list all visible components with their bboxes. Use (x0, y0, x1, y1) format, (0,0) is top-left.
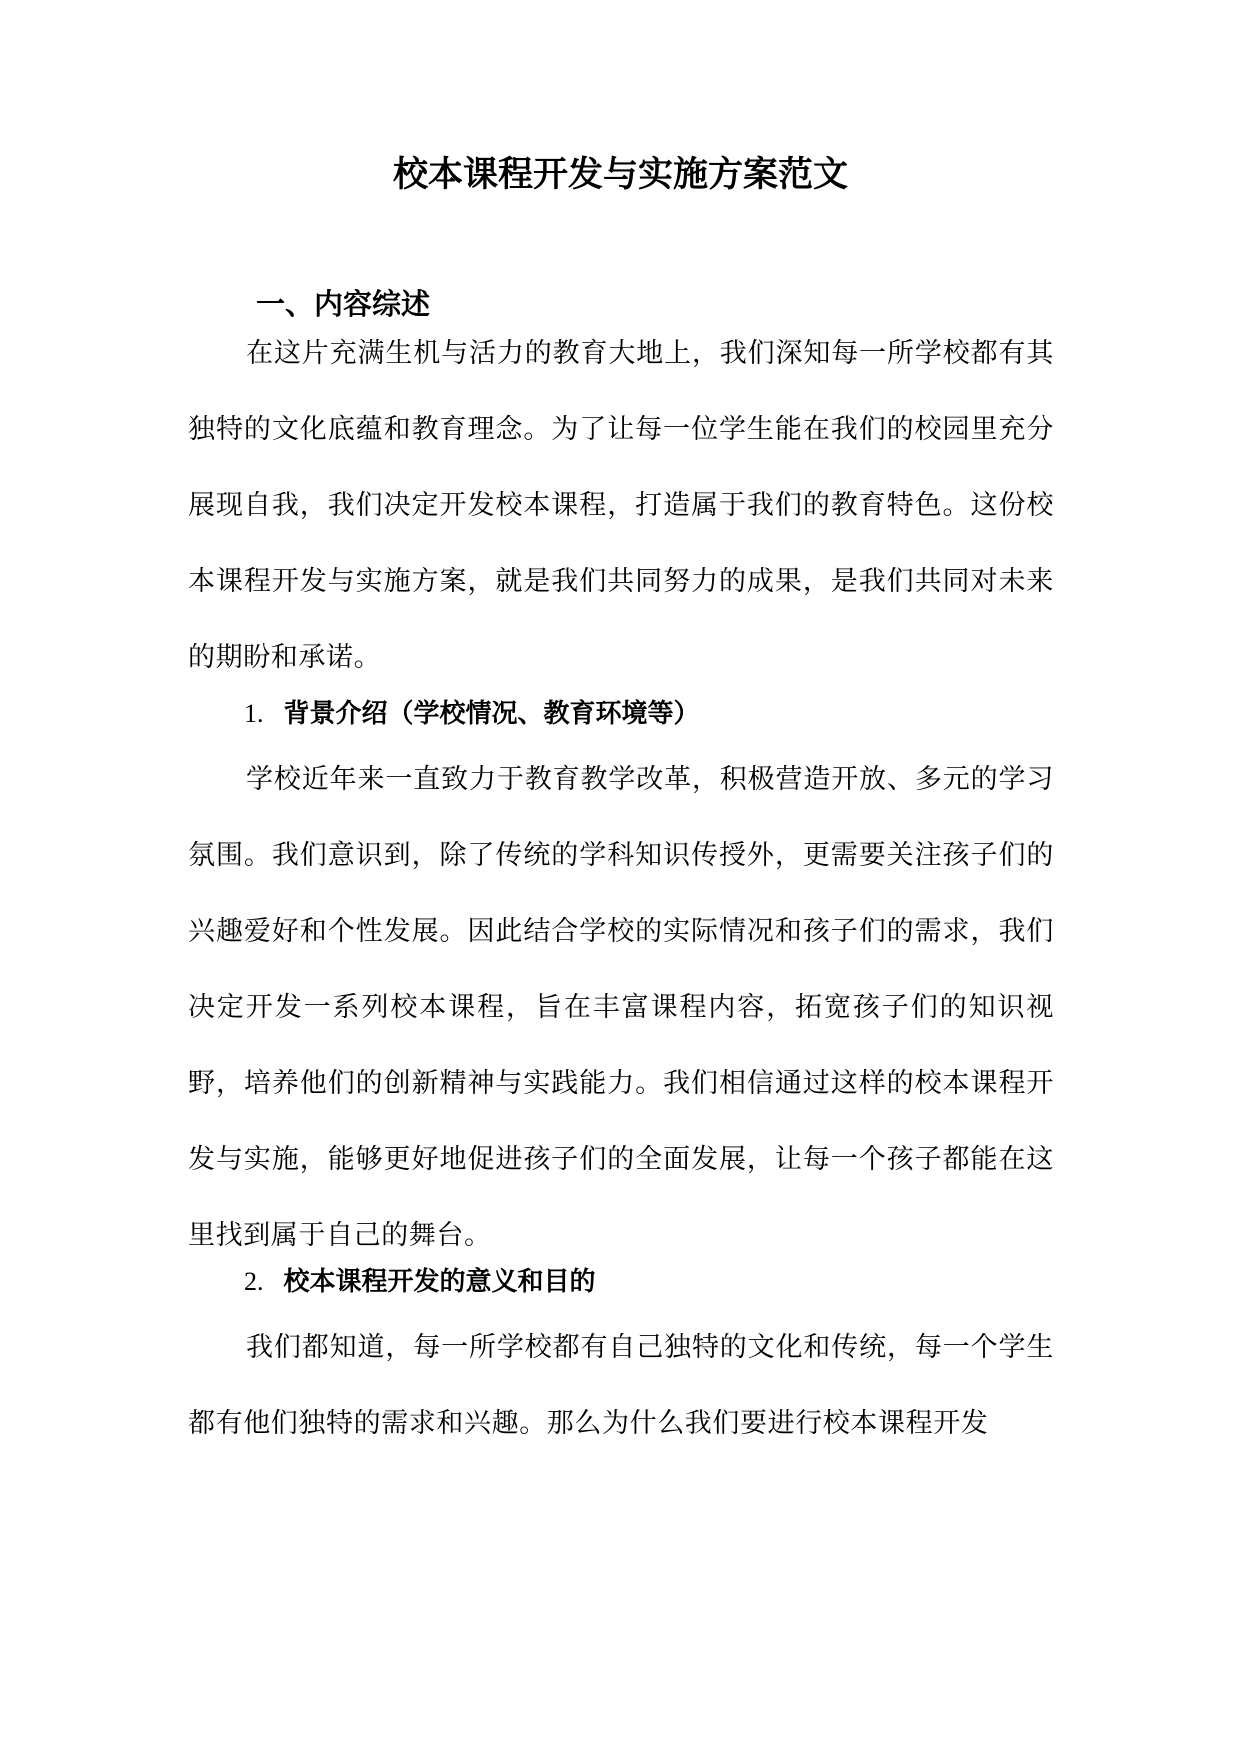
subsection-paragraph-background: 学校近年来一直致力于教育教学改革，积极营造开放、多元的学习氛围。我们意识到，除了传统的学科知识传授外，更需要关注孩子们的兴趣爱好和个性发展。因此结合学校的实际情况和孩子们的需求，我们决定开发一系列校本课程，旨在丰富课程内容，拓宽孩子们的知识视野，培养他们的创新精神与实践能力。我们相信通过这样的校本课程开发与实施，能够更好地促进孩子们的全面发展，让每一个孩子都能在这里找到属于自己的舞台。 (188, 764, 1054, 1251)
subsection-heading-background (244, 690, 700, 738)
subsection-heading-text: 校本课程开发的意义和目的 (283, 1267, 596, 1297)
section-paragraph-overview: 在这片充满生机与活力的教育大地上，我们深知每一所学校都有其独特的文化底蕴和教育理念。为了让每一位学生能在我们的校园里充分展现自我，我们决定开发校本课程，打造属于我们的教育特色。这份校本课程开发与实施方案，就是我们共同努力的成果，是我们共同对未来的期盼和承诺。 (188, 338, 1054, 673)
section-heading-content-overview: 一、内容综述 (256, 287, 431, 321)
subsection-heading-text: 背景介绍（学校情况、教育环境等） (283, 699, 700, 729)
subsection-number: 2. (244, 1267, 264, 1296)
document-title: 校本课程开发与实施方案范文 (392, 155, 848, 195)
subsection-paragraph-purpose: 我们都知道，每一所学校都有自己独特的文化和传统，每一个学生都有他们独特的需求和兴趣。那么为什么我们要进行校本课程开发 (188, 1332, 1054, 1439)
subsection-heading-purpose (244, 1258, 596, 1306)
subsection-number: 1. (244, 699, 264, 728)
